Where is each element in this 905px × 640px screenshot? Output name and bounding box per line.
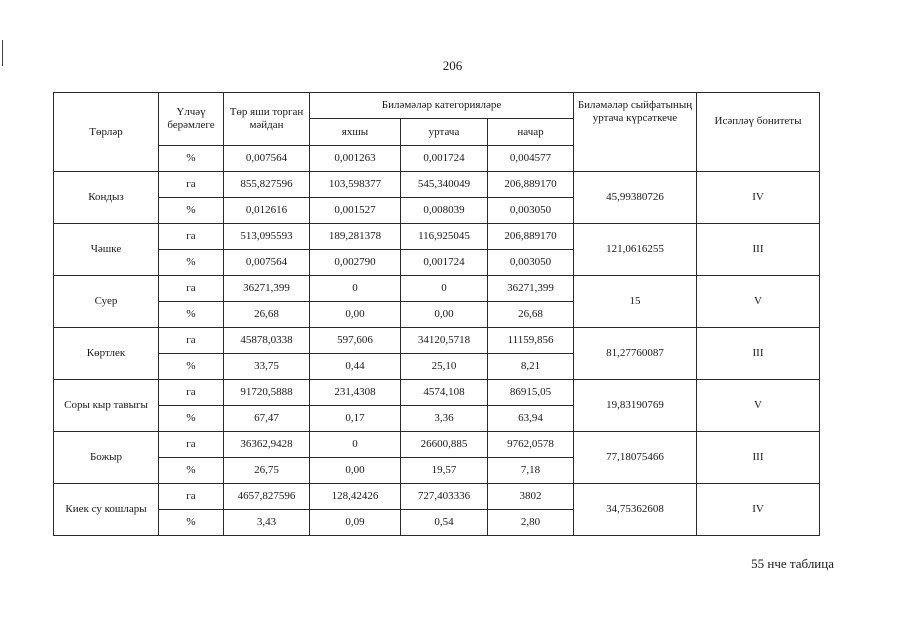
- species-name: Киек су кошлары: [54, 484, 159, 536]
- cell-pct-unit: %: [159, 302, 224, 328]
- species-name: Соры кыр тавыгы: [54, 380, 159, 432]
- species-table: [53, 92, 820, 536]
- cell-ha-area: 45878,0338: [224, 328, 310, 354]
- cell-pct-area: 67,47: [224, 406, 310, 432]
- cell-ha-good: 0: [310, 432, 401, 458]
- bonitet-value: IV: [697, 484, 820, 536]
- species-name: Чәшке: [54, 224, 159, 276]
- header-types: Төрләр: [54, 93, 159, 172]
- cell-ha-area: 855,827596: [224, 172, 310, 198]
- cell-ha-medium: 4574,108: [401, 380, 488, 406]
- cell-pct-area: 0,012616: [224, 198, 310, 224]
- first-row-bad: 0,004577: [488, 146, 574, 172]
- bonitet-value: III: [697, 224, 820, 276]
- cell-pct-medium: 25,10: [401, 354, 488, 380]
- cell-ha-bad: 3802: [488, 484, 574, 510]
- species-name: Божыр: [54, 432, 159, 484]
- species-name: Суер: [54, 276, 159, 328]
- cell-pct-area: 33,75: [224, 354, 310, 380]
- header-good: яхшы: [310, 119, 401, 146]
- cell-pct-good: 0,002790: [310, 250, 401, 276]
- header-area: Төр яши торган мәйдан: [224, 93, 310, 146]
- cell-ha-good: 128,42426: [310, 484, 401, 510]
- first-row-good: 0,001263: [310, 146, 401, 172]
- cell-ha-unit: га: [159, 432, 224, 458]
- table-row: [54, 172, 820, 198]
- cell-pct-area: 3,43: [224, 510, 310, 536]
- cell-ha-medium: 0: [401, 276, 488, 302]
- cell-ha-area: 36271,399: [224, 276, 310, 302]
- cell-pct-bad: 0,003050: [488, 198, 574, 224]
- table-row: [54, 276, 820, 302]
- cell-ha-unit: га: [159, 276, 224, 302]
- cell-ha-area: 513,095593: [224, 224, 310, 250]
- bonitet-value: IV: [697, 172, 820, 224]
- cell-ha-good: 0: [310, 276, 401, 302]
- cell-ha-medium: 727,403336: [401, 484, 488, 510]
- cell-pct-bad: 63,94: [488, 406, 574, 432]
- cell-pct-area: 26,68: [224, 302, 310, 328]
- cell-pct-good: 0,09: [310, 510, 401, 536]
- cell-ha-medium: 34120,5718: [401, 328, 488, 354]
- cell-pct-bad: 2,80: [488, 510, 574, 536]
- header-bad: начар: [488, 119, 574, 146]
- cell-pct-good: 0,00: [310, 302, 401, 328]
- cell-ha-unit: га: [159, 224, 224, 250]
- bonitet-value: III: [697, 432, 820, 484]
- cell-ha-medium: 116,925045: [401, 224, 488, 250]
- cell-ha-good: 189,281378: [310, 224, 401, 250]
- page-number: 206: [442, 58, 463, 73]
- cell-pct-unit: %: [159, 406, 224, 432]
- bonitet-value: V: [697, 276, 820, 328]
- cell-pct-good: 0,17: [310, 406, 401, 432]
- cell-pct-unit: %: [159, 458, 224, 484]
- cell-pct-medium: 0,00: [401, 302, 488, 328]
- header-medium: уртача: [401, 119, 488, 146]
- avg-quality-value: 34,75362608: [574, 484, 697, 536]
- species-name: Көртлек: [54, 328, 159, 380]
- cell-ha-bad: 206,889170: [488, 224, 574, 250]
- cell-pct-bad: 26,68: [488, 302, 574, 328]
- avg-quality-value: 15: [574, 276, 697, 328]
- cell-ha-unit: га: [159, 328, 224, 354]
- cell-pct-area: 26,75: [224, 458, 310, 484]
- header-bonitet: Исәпләү бонитеты: [697, 93, 820, 172]
- first-row-area: 0,007564: [224, 146, 310, 172]
- cell-pct-good: 0,001527: [310, 198, 401, 224]
- bonitet-value: III: [697, 328, 820, 380]
- first-row-unit: %: [159, 146, 224, 172]
- header-avg-quality: Биләмәләр сыйфатының уртача күрсәткече: [574, 93, 697, 172]
- cell-pct-unit: %: [159, 510, 224, 536]
- cell-pct-bad: 7,18: [488, 458, 574, 484]
- cell-pct-unit: %: [159, 250, 224, 276]
- cell-ha-bad: 206,889170: [488, 172, 574, 198]
- cell-ha-bad: 86915,05: [488, 380, 574, 406]
- cell-ha-bad: 9762,0578: [488, 432, 574, 458]
- cell-ha-good: 103,598377: [310, 172, 401, 198]
- table-row: [54, 328, 820, 354]
- cell-ha-area: 91720,5888: [224, 380, 310, 406]
- cell-ha-bad: 36271,399: [488, 276, 574, 302]
- cell-ha-unit: га: [159, 172, 224, 198]
- table-row: [54, 432, 820, 458]
- table-row: [54, 224, 820, 250]
- avg-quality-value: 121,0616255: [574, 224, 697, 276]
- species-name: Кондыз: [54, 172, 159, 224]
- cell-pct-medium: 0,54: [401, 510, 488, 536]
- table-row: [54, 484, 820, 510]
- cell-ha-unit: га: [159, 484, 224, 510]
- table-row: [54, 380, 820, 406]
- avg-quality-value: 81,27760087: [574, 328, 697, 380]
- cell-ha-good: 231,4308: [310, 380, 401, 406]
- avg-quality-value: 19,83190769: [574, 380, 697, 432]
- cell-pct-good: 0,44: [310, 354, 401, 380]
- cell-ha-bad: 11159,856: [488, 328, 574, 354]
- cell-ha-area: 4657,827596: [224, 484, 310, 510]
- cell-ha-medium: 545,340049: [401, 172, 488, 198]
- avg-quality-value: 45,99380726: [574, 172, 697, 224]
- table-caption: 55 нче таблица: [751, 556, 834, 571]
- bonitet-value: V: [697, 380, 820, 432]
- cell-ha-medium: 26600,885: [401, 432, 488, 458]
- cell-pct-medium: 0,001724: [401, 250, 488, 276]
- header-categories: Биләмәләр категорияләре: [310, 93, 574, 119]
- cell-pct-area: 0,007564: [224, 250, 310, 276]
- first-row-medium: 0,001724: [401, 146, 488, 172]
- cell-pct-good: 0,00: [310, 458, 401, 484]
- cell-pct-bad: 8,21: [488, 354, 574, 380]
- cell-pct-unit: %: [159, 354, 224, 380]
- cell-ha-good: 597,606: [310, 328, 401, 354]
- cell-ha-area: 36362,9428: [224, 432, 310, 458]
- cell-ha-unit: га: [159, 380, 224, 406]
- header-unit: Үлчәү берәмлеге: [159, 93, 224, 146]
- avg-quality-value: 77,18075466: [574, 432, 697, 484]
- cell-pct-unit: %: [159, 198, 224, 224]
- cell-pct-medium: 19,57: [401, 458, 488, 484]
- cell-pct-medium: 3,36: [401, 406, 488, 432]
- cell-pct-medium: 0,008039: [401, 198, 488, 224]
- cell-pct-bad: 0,003050: [488, 250, 574, 276]
